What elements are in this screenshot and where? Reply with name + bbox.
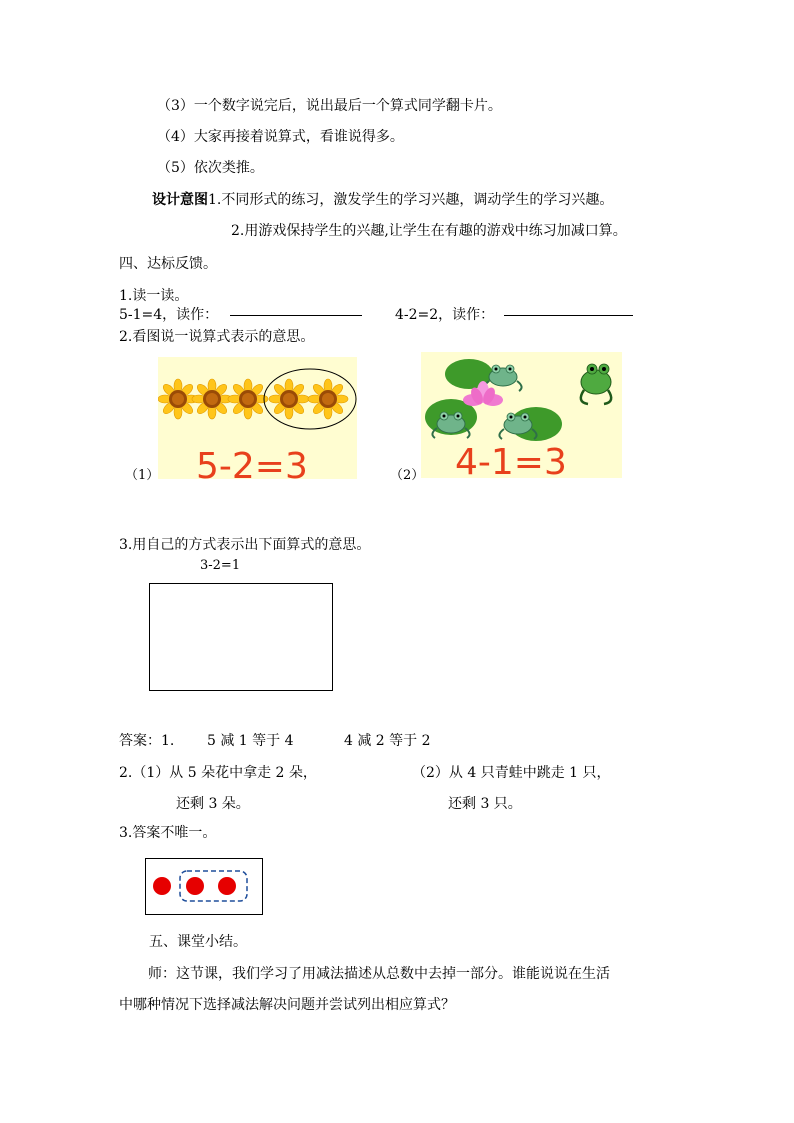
fig1-label: （1） [125,468,160,483]
sunflower-icon [192,379,232,419]
q1-item-a: 5-1=4，读作： [119,307,219,323]
answer-1a: 5 减 1 等于 4 [207,733,294,749]
q1-title: 1.读一读。 [119,288,189,304]
answer-2-right-line2: 还剩 3 只。 [448,796,522,812]
design-intent-p2: 2.用游戏保持学生的兴趣,让学生在有趣的游戏中练习加减口算。 [231,223,627,239]
answer-2-right-line1: （2）从 4 只青蛙中跳走 1 只， [412,765,611,781]
q3-equation: 3-2=1 [200,558,241,573]
jumping-frog-icon [581,364,611,404]
fig1-equation: 5-2=3 [196,446,308,487]
summary-line-2: 中哪种情况下选择减法解决问题并尝试列出相应算式？ [119,997,455,1013]
q3-title: 3.用自己的方式表示出下面算式的意思。 [119,537,371,553]
step-4: （4）大家再接着说算式，看谁说得多。 [157,129,404,145]
design-intent-label: 设计意图 [152,192,208,208]
answer-1-label: 答案：1. [119,733,175,749]
step-5: （5）依次类推。 [157,160,264,176]
design-intent-p1: 1.不同形式的练习，激发学生的学习兴趣，调动学生的学习兴趣。 [208,192,614,208]
dots-illustration [146,859,262,914]
answer-1b: 4 减 2 等于 2 [344,733,431,749]
red-dot [218,877,236,895]
section5-title: 五、课堂小结。 [149,934,247,950]
step-3: （3）一个数字说完后，说出最后一个算式同学翻卡片。 [157,98,502,114]
sunflower-icon [228,379,268,419]
sunflower-icon [308,379,348,419]
q1-answer-line-a [230,315,362,316]
answer-2-left-line2: 还剩 3 朵。 [176,796,250,812]
answer-2-left-line1: 2.（1）从 5 朵花中拿走 2 朵， [119,765,317,781]
red-dot [153,877,171,895]
fig2-label: （2） [390,468,425,483]
q1-item-b: 4-2=2，读作： [395,307,495,323]
q2-title: 2.看图说一说算式表示的意思。 [119,329,315,345]
fig2-equation: 4-1=3 [455,442,567,483]
summary-line-1: 师：这节课，我们学习了用减法描述从总数中去掉一部分。谁能说说在生活 [148,966,610,982]
sunflower-icon [269,379,309,419]
answer-3: 3.答案不唯一。 [119,825,217,841]
section4-title: 四、达标反馈。 [119,256,217,272]
answer-3-dots-box [145,858,263,915]
q1-answer-line-b [504,315,633,316]
q3-answer-box [149,583,333,691]
design-intent-line-1 [152,190,613,210]
red-dot [186,877,204,895]
